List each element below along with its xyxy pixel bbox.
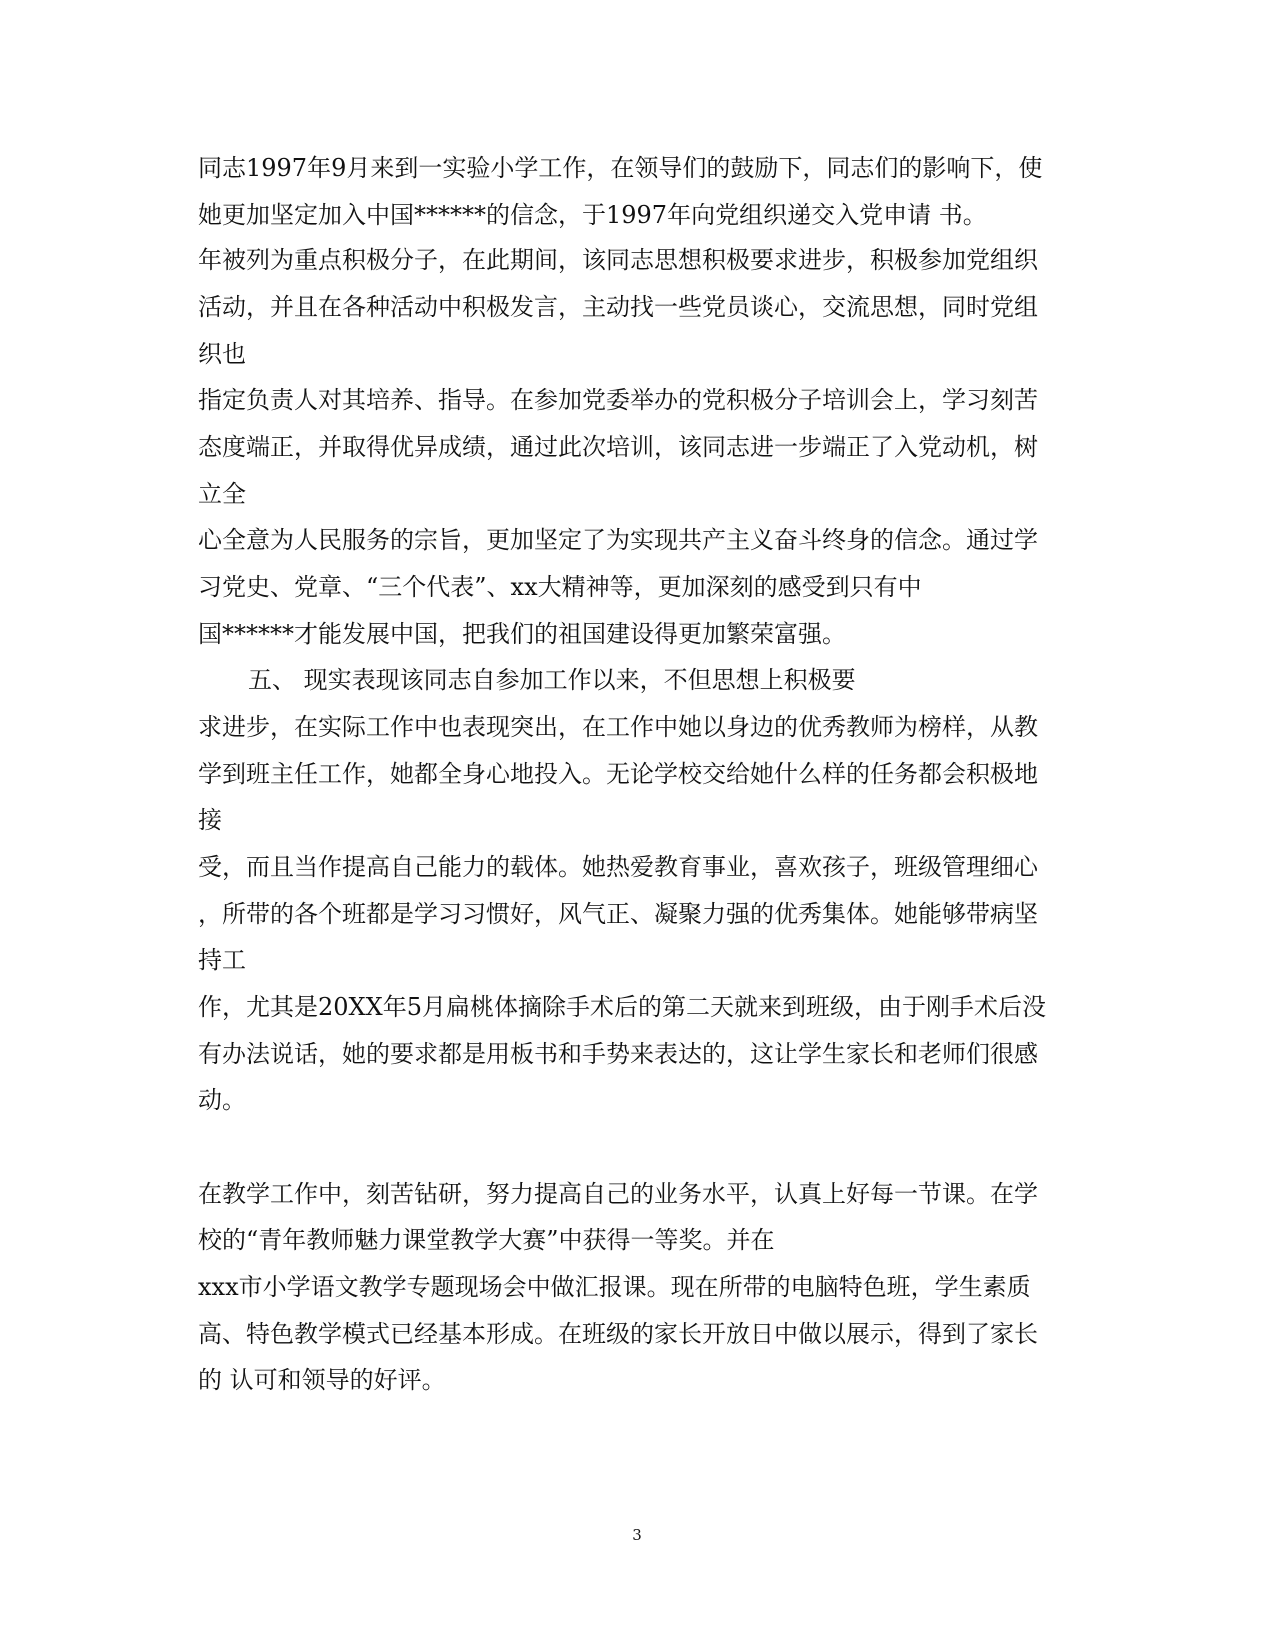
text-line: 她更加坚定加入中国******的信念，于1997年向党组织递交入党申请 书。 — [198, 201, 987, 229]
text-line: xxx市小学语文教学专题现场会中做汇报课。现在所带的电脑特色班，学生素质 — [198, 1273, 1031, 1301]
page-number: 3 — [632, 1526, 642, 1544]
text-line: 受，而且当作提高自己能力的载体。她热爱教育事业，喜欢孩子，班级管理细心 — [198, 853, 1038, 881]
text-line: 接 — [198, 806, 222, 834]
text-line: 织也 — [198, 340, 246, 368]
text-line: 持工 — [198, 946, 246, 974]
section-heading-line: 五、 现实表现该同志自参加工作以来，不但思想上积极要 — [248, 666, 856, 694]
text-line: 心全意为人民服务的宗旨，更加坚定了为实现共产主义奋斗终身的信念。通过学 — [198, 526, 1038, 554]
text-line: 作，尤其是20XX年5月扁桃体摘除手术后的第二天就来到班级，由于刚手术后没 — [198, 993, 1046, 1021]
text-line: 指定负责人对其培养、指导。在参加党委举办的党积极分子培训会上，学习刻苦 — [198, 386, 1038, 414]
text-line: 年被列为重点积极分子，在此期间，该同志思想积极要求进步，积极参加党组织 — [198, 246, 1038, 274]
text-line: 动。 — [198, 1086, 246, 1114]
text-line: 学到班主任工作，她都全身心地投入。无论学校交给她什么样的任务都会积极地 — [198, 760, 1038, 788]
text-line: 同志1997年9月来到一实验小学工作，在领导们的鼓励下，同志们的影响下，使 — [198, 154, 1043, 182]
text-line: 立全 — [198, 480, 246, 508]
text-line: 有办法说话，她的要求都是用板书和手势来表达的，这让学生家长和老师们很感 — [198, 1040, 1038, 1068]
text-line: 习党史、党章、“三个代表”、xx大精神等，更加深刻的感受到只有中 — [198, 573, 922, 601]
text-line: 在教学工作中，刻苦钻研，努力提高自己的业务水平，认真上好每一节课。在学 — [198, 1180, 1038, 1208]
text-line: 求进步，在实际工作中也表现突出，在工作中她以身边的优秀教师为榜样，从教 — [198, 713, 1038, 741]
text-line: 活动，并且在各种活动中积极发言，主动找一些党员谈心，交流思想，同时党组 — [198, 293, 1038, 321]
text-line: 校的“青年教师魅力课堂教学大赛”中获得一等奖。并在 — [198, 1226, 775, 1254]
text-line: 高、特色教学模式已经基本形成。在班级的家长开放日中做以展示，得到了家长 — [198, 1320, 1038, 1348]
text-line: 的 认可和领导的好评。 — [198, 1366, 446, 1394]
text-line: ，所带的各个班都是学习习惯好，风气正、凝聚力强的优秀集体。她能够带病坚 — [198, 900, 1038, 928]
text-line: 态度端正，并取得优异成绩，通过此次培训，该同志进一步端正了入党动机，树 — [198, 433, 1038, 461]
text-line: 国******才能发展中国，把我们的祖国建设得更加繁荣富强。 — [198, 620, 846, 648]
